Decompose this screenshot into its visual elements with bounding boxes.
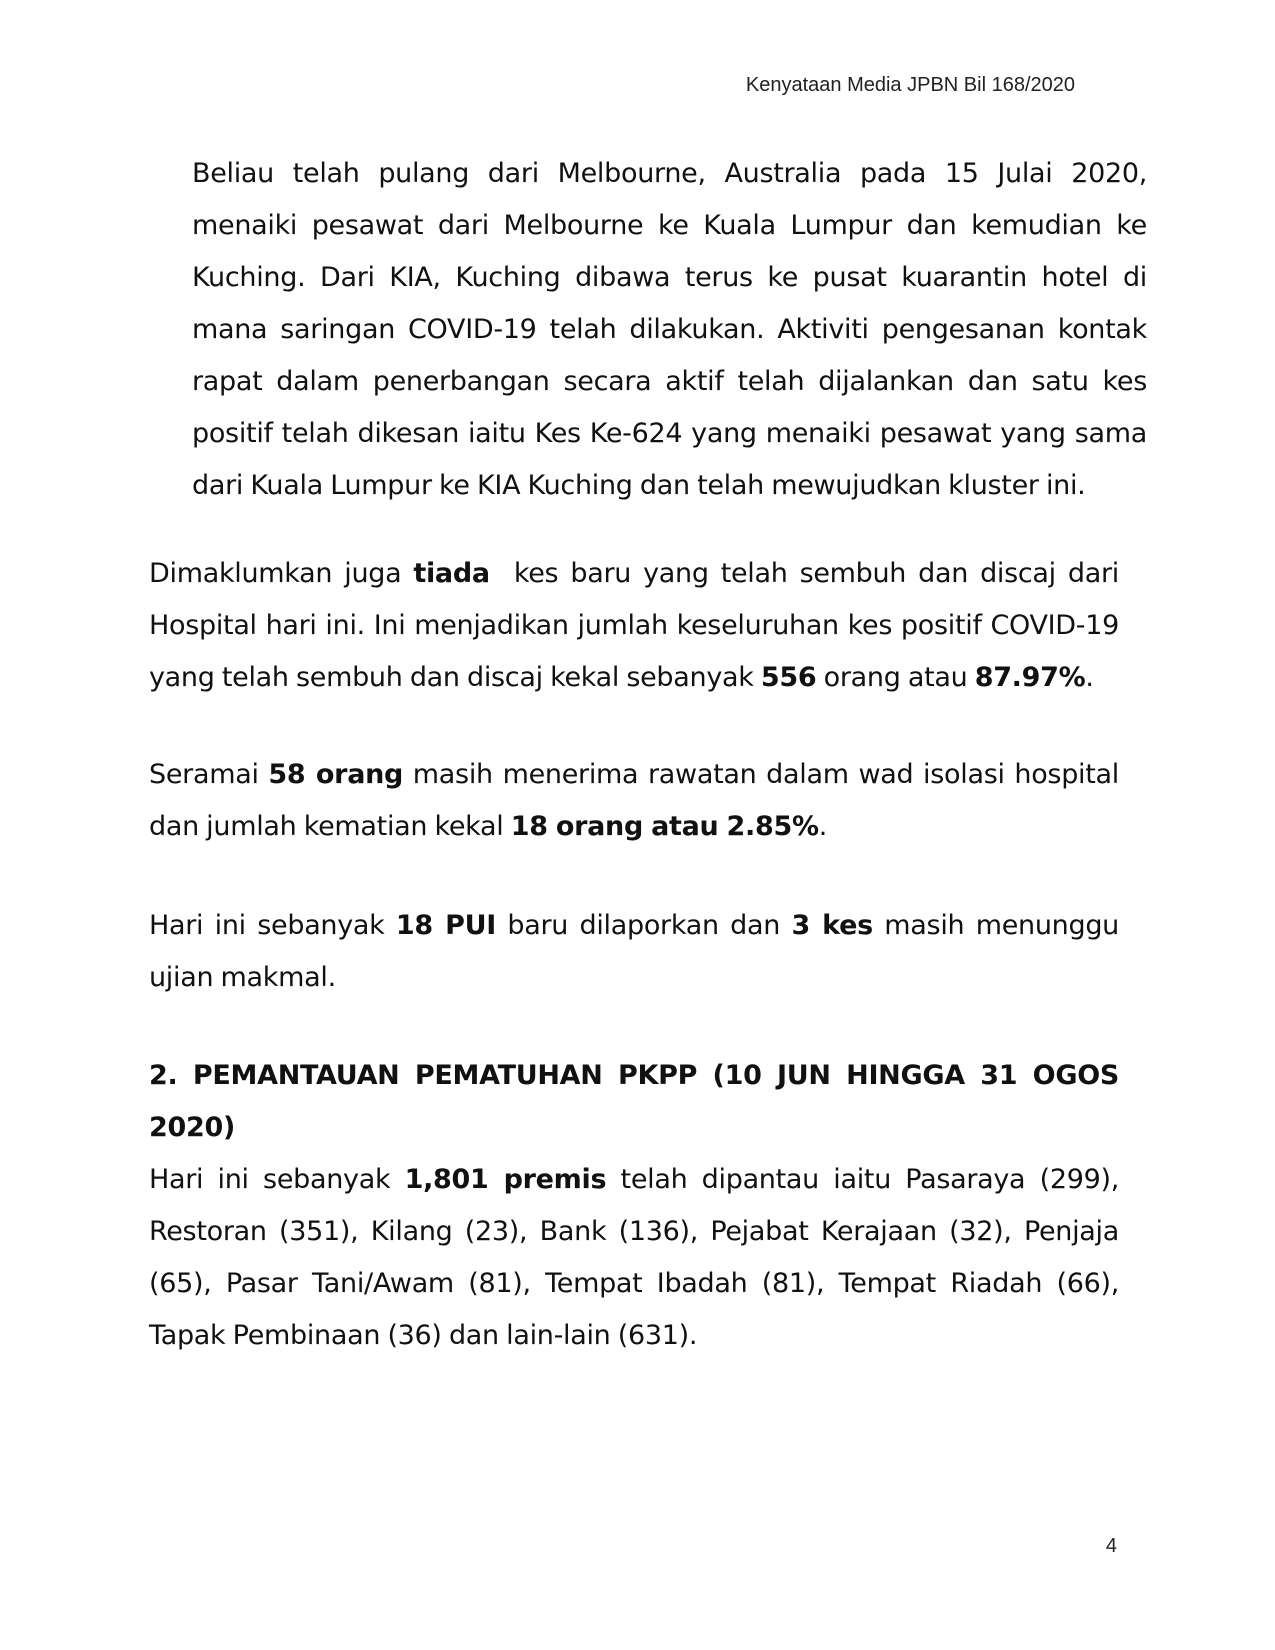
bold-recovered-total: 556 [760,662,817,693]
bold-premises-count: 1,801 premis [404,1164,607,1195]
text-span: baru dilaporkan dan [495,910,792,941]
page-number: 4 [1105,1535,1117,1557]
text-span: . [1085,662,1094,693]
paragraph-text: Beliau telah pulang dari Melbourne, Australia pada 15 Julai 2020, menaiki pesawat dari Melbourne ke Kuala Lumpur dan kemudian ke Kuching. Dari KIA, Kuching dibawa terus ke pusat kuarantin hotel di mana saringan COVID-19 telah dilakukan. Aktiviti pengesanan kontak rapat dalam penerbangan secara aktif telah dijalankan dan satu kes positif telah dikesan iaitu Kes Ke-624 yang menaiki pesawat yang sama dari Kuala Lumpur ke KIA Kuching dan telah mewujudkan kluster ini. [192,158,1147,501]
paragraph-pui [149,900,1119,1004]
bold-recovered-percent: 87.97% [974,662,1086,693]
text-span: masih menunggu ujian makmal. [149,910,1119,993]
text-span: orang atau [816,662,975,693]
paragraph-treatment [149,749,1119,853]
section-2 [149,1050,1119,1362]
bold-pending-cases: 3 kes [791,910,873,941]
bold-pui-count: 18 PUI [395,910,496,941]
text-span: . [818,811,828,842]
text-span: Hari ini sebanyak [149,1164,405,1195]
paragraph-travel-history [192,148,1147,512]
text-span: Dimaklumkan juga [149,558,414,589]
document-header: Kenyataan Media JPBN Bil 168/2020 [745,74,1075,96]
text-span: Seramai [149,759,269,790]
text-span: masih menerima rawatan dalam wad isolasi hospital dan jumlah kematian kekal [149,759,1119,842]
section-heading: 2. PEMANTAUAN PEMATUHAN PKPP (10 JUN HINGGA 31 OGOS 2020) [149,1060,1119,1143]
bold-new-recovered: tiada [413,558,490,589]
paragraph-recovered [149,548,1127,704]
text-span: Hari ini sebanyak [149,910,396,941]
bold-under-treatment: 58 orang [268,759,404,790]
text-span: kes baru yang telah sembuh dan discaj dari Hospital hari ini. Ini menjadikan jumlah keseluruhan kes positif COVID-19 yang telah sembuh dan discaj kekal sebanyak [149,558,1127,693]
text-span: telah dipantau iaitu Pasaraya (299), Restoran (351), Kilang (23), Bank (136), Pejabat Kerajaan (32), Penjaja (65), Pasar Tani/Awam (81), Tempat Ibadah (81), Tempat Riadah (66), Tapak Pembinaan (36) dan lain-lain (631). [149,1164,1119,1351]
bold-deaths: 18 orang atau 2.85% [510,811,819,842]
